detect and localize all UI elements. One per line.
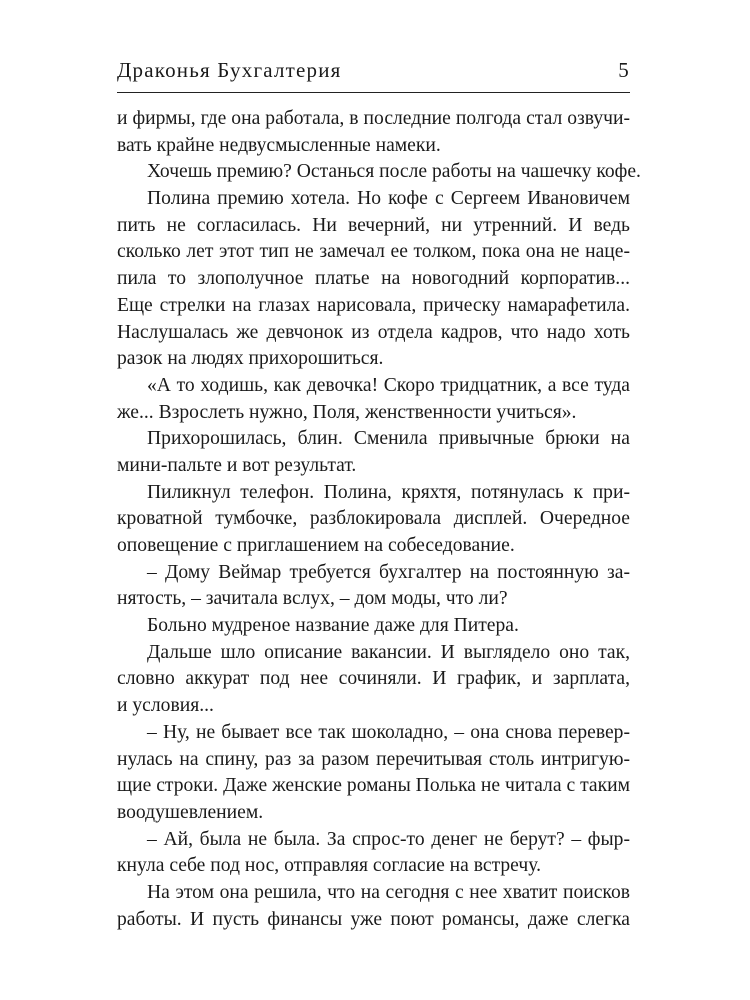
text-line: сколько лет этот тип не замечал ее толком, пока она не наце- [117,241,630,263]
text-line: Полина премию хотела. Но кофе с Сергеем Ивановичем [147,188,630,210]
running-head [117,58,630,88]
book-title: Драконья Бухгалтерия [117,58,342,82]
text-line: На этом она решила, что на сегодня с нее хватит поисков [147,881,630,903]
text-line: Еще стрелки на глазах нарисовала, прическу намарафетила. [117,294,630,316]
text-line: Хочешь премию? Останься после работы на чашечку кофе. [147,161,641,183]
text-line: Наслушалась же девчонок из отдела кадров, что надо хоть [117,321,630,343]
text-line: пить не согласилась. Ни вечерний, ни утренний. И ведь [117,214,630,236]
text-line: же... Взрослеть нужно, Поля, женственности учиться». [117,401,577,423]
text-line: воодушевлением. [117,801,264,823]
body-text [117,106,641,933]
text-line: мини-пальте и вот результат. [117,454,357,476]
text-line: Прихорошилась, блин. Сменила привычные брюки на [147,428,630,450]
text-line: словно аккурат под нее сочиняли. И график, и зарплата, [117,668,630,690]
book-page [117,0,641,1000]
header-rule [117,92,630,93]
text-line: щие строки. Даже женские романы Полька не читала с таким [117,775,630,797]
text-line: «А то ходишь, как девочка! Скоро тридцатник, а все туда [147,374,630,396]
text-line: – Дому Веймар требуется бухгалтер на постоянную за- [147,561,630,583]
text-line: кнула себе под нос, отправляя согласие на встречу. [117,855,541,877]
text-line: Больно мудреное название даже для Питера. [147,615,519,637]
text-line: – Ай, была не была. За спрос-то денег не берут? – фыр- [147,828,630,850]
text-line: – Ну, не бывает все так шоколадно, – она снова перевер- [147,721,630,743]
text-line: работы. И пусть финансы уже поют романсы, даже слегка [117,908,630,930]
page-number: 5 [618,58,630,82]
text-line: Пиликнул телефон. Полина, кряхтя, потянулась к при- [147,481,630,503]
text-line: вать крайне недвусмысленные намеки. [117,134,441,156]
text-line: нятость, – зачитала вслух, – дом моды, что ли? [117,588,508,610]
text-line: кроватной тумбочке, разблокировала дисплей. Очередное [117,508,630,530]
text-line: разок на людях прихорошиться. [117,348,384,370]
text-line: и условия... [117,695,214,717]
text-line: и фирмы, где она работала, в последние полгода стал озвучи- [117,108,630,129]
text-line: оповещение с приглашением на собеседование. [117,535,515,556]
text-line: пила то злополучное платье на новогодний корпоратив... [117,268,630,290]
text-line: Дальше шло описание вакансии. И выглядело оно так, [147,641,630,663]
text-line: нулась на спину, раз за разом перечитывая столь интригую- [117,748,630,770]
